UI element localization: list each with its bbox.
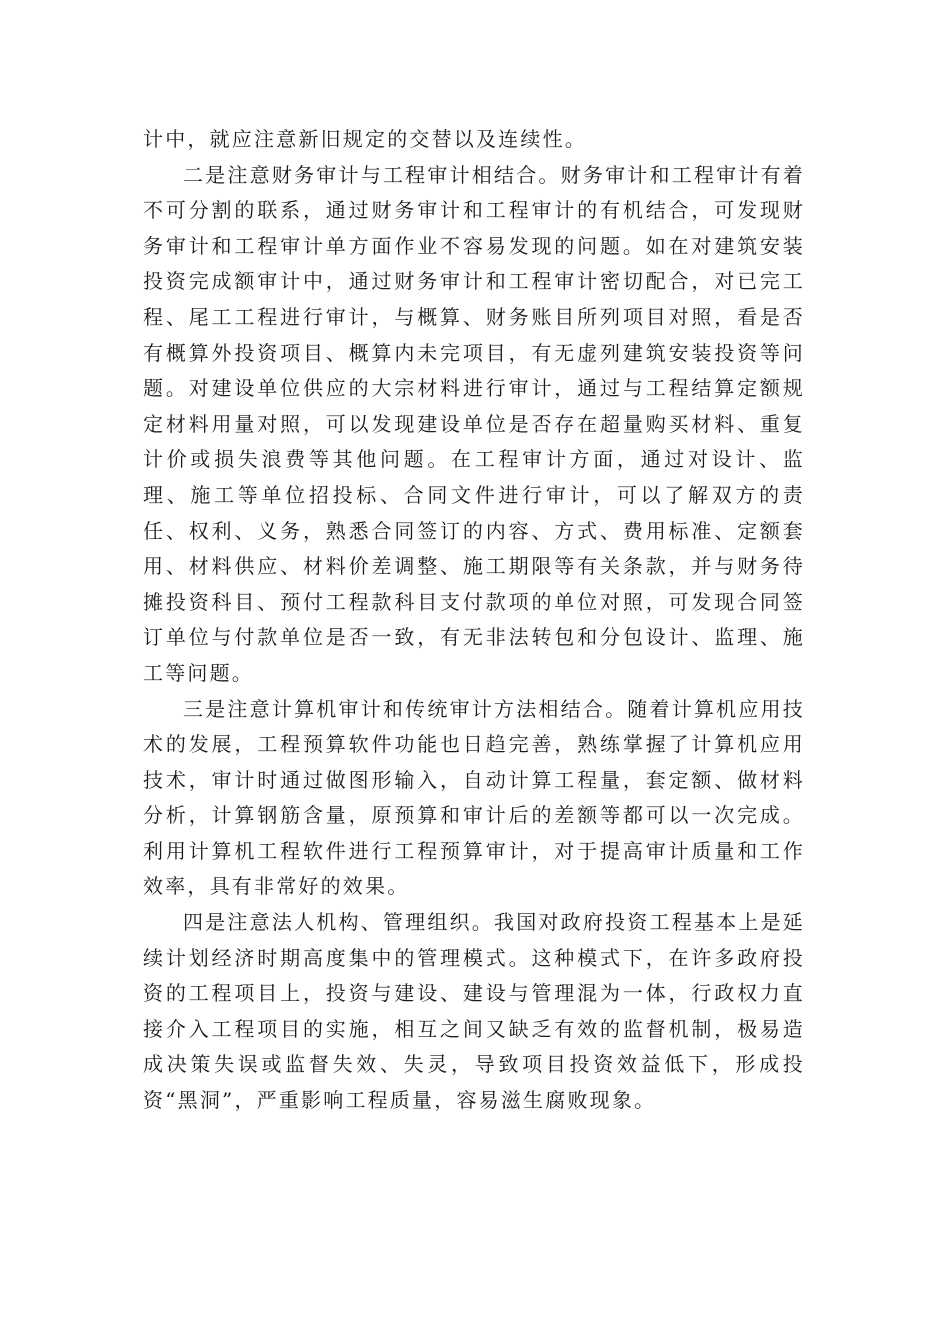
- paragraph-computer-audit: 三是注意计算机审计和传统审计方法相结合。随着计算机应用技术的发展，工程预算软件功能也日趋完善，熟练掌握了计算机应用技术，审计时通过做图形输入，自动计算工程量，套定额、做材料分析，计算钢筋含量，原预算和审计后的差额等都可以一次完成。利用计算机工程软件进行工程预算审计，对于提高审计质量和工作效率，具有非常好的效果。: [143, 696, 805, 899]
- paragraph-legal-entity-management: 四是注意法人机构、管理组织。我国对政府投资工程基本上是延续计划经济时期高度集中的管理模式。这种模式下，在许多政府投资的工程项目上，投资与建设、建设与管理混为一体，行政权力直接介入工程项目的实施，相互之间又缺乏有效的监督机制，极易造成决策失误或监督失效、失灵，导致项目投资效益低下，形成投资“黑洞”，严重影响工程质量，容易滋生腐败现象。: [143, 910, 805, 1113]
- paragraph-financial-engineering-audit: 二是注意财务审计与工程审计相结合。财务审计和工程审计有着不可分割的联系，通过财务审计和工程审计的有机结合，可发现财务审计和工程审计单方面作业不容易发现的问题。如在对建筑安装投资完成额审计中，通过财务审计和工程审计密切配合，对已完工程、尾工工程进行审计，与概算、财务账目所列项目对照，看是否有概算外投资项目、概算内未完项目，有无虚列建筑安装投资等问题。对建设单位供应的大宗材料进行审计，通过与工程结算定额规定材料用量对照，可以发现建设单位是否存在超量购买材料、重复计价或损失浪费等其他问题。在工程审计方面，通过对设计、监理、施工等单位招投标、合同文件进行审计，可以了解双方的责任、权利、义务，熟悉合同签订的内容、方式、费用标准、定额套用、材料供应、材料价差调整、施工期限等有关条款，并与财务待摊投资科目、预付工程款科目支付款项的单位对照，可发现合同签订单位与付款单位是否一致，有无非法转包和分包设计、监理、施工等问题。: [143, 162, 805, 685]
- paragraph-continuation: 计中，就应注意新旧规定的交替以及连续性。: [143, 127, 587, 151]
- document-body: [143, 122, 805, 1119]
